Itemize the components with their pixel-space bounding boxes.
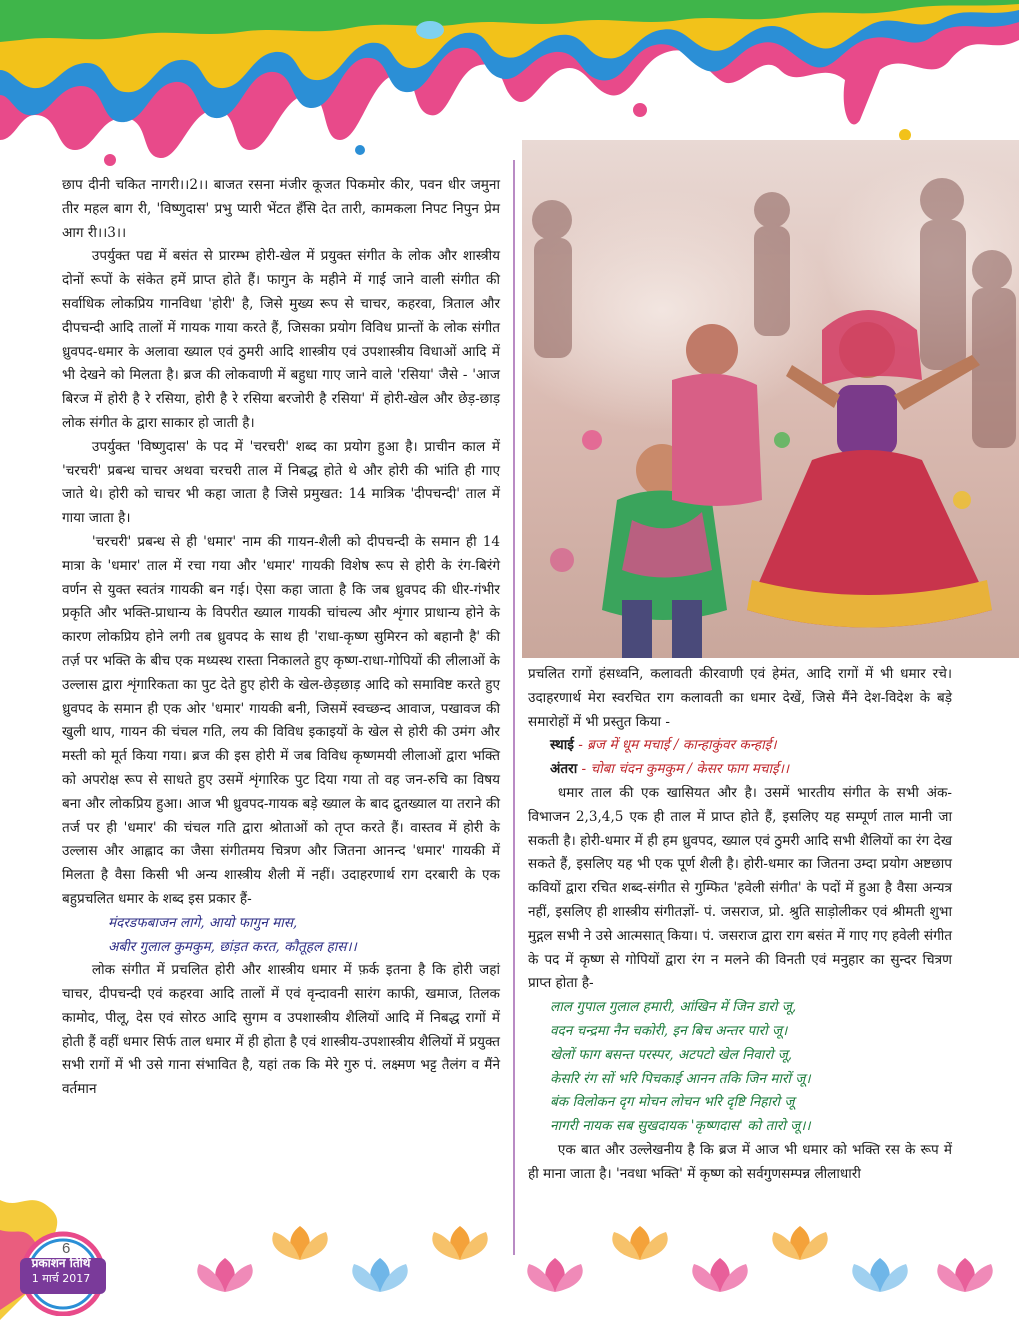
publish-label: प्रकाशन तिथि [31,1256,91,1270]
right-column [528,663,952,1187]
antara-text: - चोबा चंदन कुमकुम / केसर फाग मचाई।। [581,761,790,778]
antara-line [528,758,952,782]
paragraph: 'चरचरी' प्रबन्ध से ही 'धमार' नाम की गायन-शैली को दीपचन्दी के समान ही 14 मात्रा के 'धमार' ताल में रचा गया और 'धमार' गायकी विशेष रूप से होरी के रंग-बिरंगे वर्णन से युक्त स्वतंत्र गायकी बन गई। ऐसा कहा जाता है कि जब ध्रुवपद की धीर-गंभीर प्रकृति और भक्ति-प्राधान्य के विपरीत ख्याल गायकी चांचल्य और शृंगार प्राधान्य होने के कारण लोकप्रिय होने लगी तब ध्रुवपद के साथ ही 'राधा-कृष्ण सुमिरन को बहानौ है' की तर्ज़ पर भक्ति के बीच एक मध्यस्थ रास्ता निकालते हुए कृष्ण-राधा-गोपियों की लीलाओं के उल्लास द्वारा शृंगारिकता का पुट देते हुए होरी के खेल-छेड़छाड़ आदि को समाविष्ट करते हुए ध्रुवपद के समान ही एक ओर 'धमार' गायकी बनी, जिसमें स्वच्छन्द आवाज, पखावज की खुली थाप, गायन की चंचल गति, लय की विविध इकाइयों के खेल से होरी की उमंग और मस्ती को मूर्त किया गया। ब्रज की इस होरी में जब विविध कृष्णमयी लीलाओं द्वारा भक्ति को अपरोक्ष रूप से साधते हुए उसमें शृंगारिक पुट दिया गया तो वह जन-रुचि का विषय बना और लोकप्रिय हुआ। आज भी ध्रुवपद-गायक बड़े ख्याल के बाद द्रुतख्याल या तराने की तर्ज पर ही 'धमार' की चंचल गति द्वारा श्रोताओं को तृप्त करते हैं। वास्तव में होरी के उल्लास और आह्लाद का जैसा संगीतमय चित्रण और जितना आनन्द 'धमार' गायकी में मिलता है वैसा किसी भी अन्य शास्त्रीय शैली में नहीं। उदाहरणार्थ राग दरबारी के एक बहुप्रचलित धमार के शब्द इस प्रकार हैं- [62,533,500,907]
verse-line: वदन चन्द्रमा नैन चकोरी, इन बिच अन्तर पारो जू। [550,1022,788,1039]
sthayi-text: - ब्रज में धूम मचाई / कान्हाकुंवर कन्हाई। [578,737,777,754]
paragraph: उपर्युक्त 'विष्णुदास' के पद में 'चरचरी' शब्द का प्रयोग हुआ है। प्राचीन काल में 'चरचरी' प्रबन्ध चाचर अथवा चरचरी ताल में निबद्ध होते थे और होरी की भांति ही गाए जाते थे। होरी को चाचर भी कहा जाता है जिसे प्रमुखत: 14 मात्रिक 'दीपचन्दी' ताल में गाया जाता है। [62,438,500,527]
verse-line: बंक विलोकन दृग मोचन लोचन भरि दृष्टि निहारो जू [550,1094,795,1111]
sthayi-label: स्थाई [550,737,574,754]
paragraph: प्रचलित रागों हंसध्वनि, कलावती कीरवाणी एवं हेमंत, आदि रागों में भी धमार रचे। उदाहरणार्थ मेरा स्वरचित राग कलावती का धमार देखें, जिसे मैंने देश-विदेश के बड़े समारोहों में भी प्रस्तुत किया - [528,666,952,730]
paragraph: धमार ताल की एक खासियत और है। उसमें भारतीय संगीत के सभी अंक-विभाजन 2,3,4,5 एक ही ताल में प्राप्त होते हैं, इसलिए यह सम्पूर्ण ताल मानी जा सकती है। होरी-धमार में ही हम ध्रुवपद, ख्याल एवं ठुमरी आदि सभी शैलियों का रंग देख सकते हैं, इसलिए यह भी एक पूर्ण शैली है। होरी-धमार का जितना उम्दा प्रयोग अष्टछाप कवियों द्वारा रचित शब्द-संगीत से गुम्फित 'हवेली संगीत' के पदों में हुआ है वैसा अन्यत्र नहीं, इसलिए ही शास्त्रीय संगीतज्ञों- पं. जसराज, प्रो. श्रुति साड़ोलीकर एवं श्रीमती शुभा मुद्गल सभी ने उसे आत्मसात् किया। पं. जसराज द्वारा राग बसंत में गाए गए हवेली संगीत के पद में कृष्ण से गोपियों द्वारा रंग न मलने की विनती एवं मनुहार का सुन्दर चित्रण प्राप्त होता है- [528,784,952,992]
paragraph: छाप दीनी चकित नागरी।।2।। बाजत रसना मंजीर कूजत पिकमोर कीर, पवन धीर जमुना तीर महल बाग री, 'विष्णुदास' प्रभु प्यारी भेंटत हँसि देत तारी, कामकला निपट निपुन प्रेम आग री।।3।। [62,177,500,241]
verse-line: खेलों फाग बसन्त परस्पर, अटपटो खेल निवारो जू, [550,1046,793,1063]
antara-label: अंतरा [550,761,578,778]
verse-line: मंदरडफबाजन लागे, आयो फागुन मास, [108,914,298,931]
page-number: 6 [62,1240,71,1257]
publish-date: 1 मार्च 2017 [31,1272,91,1285]
column-divider [513,160,515,1255]
verse-line: नागरी नायक सब सुखदायक 'कृष्णदास' को तारो जू।। [550,1118,811,1135]
verse-line: लाल गुपाल गुलाल हमारी, आंखिन में जिन डारो जू, [550,999,797,1016]
publish-info [20,1256,102,1286]
paragraph: लोक संगीत में प्रचलित होरी और शास्त्रीय धमार में फ़र्क इतना है कि होरी जहां चाचर, दीपचन्दी एवं कहरवा आदि तालों में एवं वृन्दावनी सारंग काफी, खमाज, तिलक कामोद, पीलू, देस एवं सोरठ आदि सुगम व उपशास्त्रीय शैलियों आदि में निबद्ध रागों में होती हैं वहीं धमार सिर्फ ताल धमार में ही होता है एवं शास्त्रीय-उपशास्त्रीय शैलियों में प्रयुक्त सभी रागों में भी उसे गाना संभावित है, यहां तक कि मेरे गुरु पं. लक्ष्मण भट्ट तैलंग व मैंने वर्तमान [62,962,500,1098]
verse-line: केसरि रंग सों भरि पिचकाई आनन तकि जिन मारों जू। [550,1070,811,1087]
left-column [62,174,500,1102]
lotus-footer-decoration [0,1180,1019,1320]
paragraph: एक बात और उल्लेखनीय है कि ब्रज में आज भी धमार को भक्ति रस के रूप में ही माना जाता है। 'नवधा भक्ति' में कृष्ण को सर्वगुणसम्पन्न लीलाधारी [528,1141,952,1182]
holi-celebration-photo [522,140,1019,658]
paragraph: उपर्युक्त पद्य में बसंत से प्रारम्भ होरी-खेल में प्रयुक्त संगीत के लोक और शास्त्रीय दोनों रूपों के संकेत हमें प्राप्त होते हैं। फागुन के महीने में गाई जाने वाली संगीत की सर्वाधिक लोकप्रिय गानविधा 'होरी' है, जिसे मुख्य रूप से चाचर, कहरवा, त्रिताल और दीपचन्दी आदि तालों में गायक गाया करते हैं, जिसका प्रयोग विविध प्रान्तों के लोक संगीत ध्रुवपद-धमार के अलावा ख्याल एवं ठुमरी आदि शास्त्रीय एवं उपशास्त्रीय विधाओं आदि में भी देखने को मिलता है। ब्रज की लोकवाणी में बहुधा गाए जाने वाले 'रसिया' जैसे - 'आज बिरज में होरी है रे रसिया, होरी है रे रसिया बरजोरी है रसिया' में होरी-खेल और छेड़-छाड़ लोक संगीत के द्वारा साकार हो जाती है। [62,248,500,431]
sthayi-line [528,734,952,758]
verse-line: अबीर गुलाल कुमकुम, छांड़त करत, कौतूहल हास।। [108,938,357,955]
